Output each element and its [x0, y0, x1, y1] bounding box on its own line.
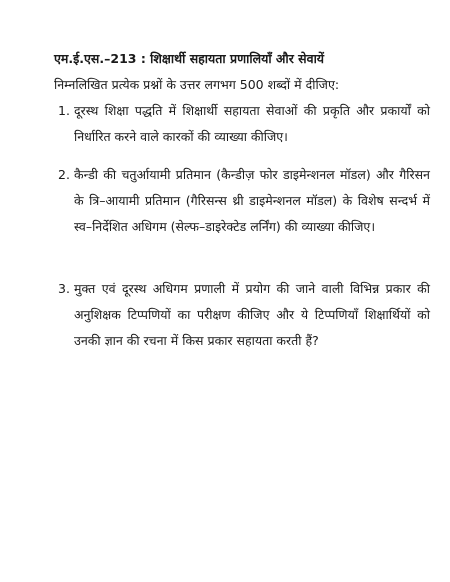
course-heading: एम.ई.एस.–213 : शिक्षार्थी सहायता प्रणालियाँ और सेवायें — [54, 51, 325, 66]
question-item — [58, 276, 430, 354]
question-text: कैन्डी की चतुर्आयामी प्रतिमान (कैन्डीज़ फोर डाइमेन्शनल मॉडल) और गैरिसन के त्रि–आयामी प्रतिमान (गैरिसन्स थ्री डाइमेन्शनल मॉडल) के विशेष सन्दर्भ में स्व–निर्देशित अधिगम (सेल्फ–डाइरेक्टेड लर्निंग) की व्याख्या कीजिए। — [74, 167, 430, 234]
question-text: दूरस्थ शिक्षा पद्धति में शिक्षार्थी सहायता सेवाओं की प्रकृति और प्रकार्यों को निर्धारित करने वाले कारकों की व्याख्या कीजिए। — [74, 103, 430, 144]
question-item — [58, 98, 430, 150]
question-number: 2. — [58, 167, 70, 182]
question-number: 3. — [58, 281, 70, 296]
question-number: 1. — [58, 103, 70, 118]
question-item — [58, 162, 430, 240]
instruction-text: निम्नलिखित प्रत्येक प्रश्नों के उत्तर लगभग 500 शब्दों में दीजिए: — [54, 77, 340, 92]
question-text: मुक्त एवं दूरस्थ अधिगम प्रणाली में प्रयोग की जाने वाली विभिन्न प्रकार की अनुशिक्षक टिप्पणियों का परीक्षण कीजिए और ये टिप्पणियाँ शिक्षार्थियों को उनकी ज्ञान की रचना में किस प्रकार सहायता करती हैं? — [74, 281, 430, 348]
